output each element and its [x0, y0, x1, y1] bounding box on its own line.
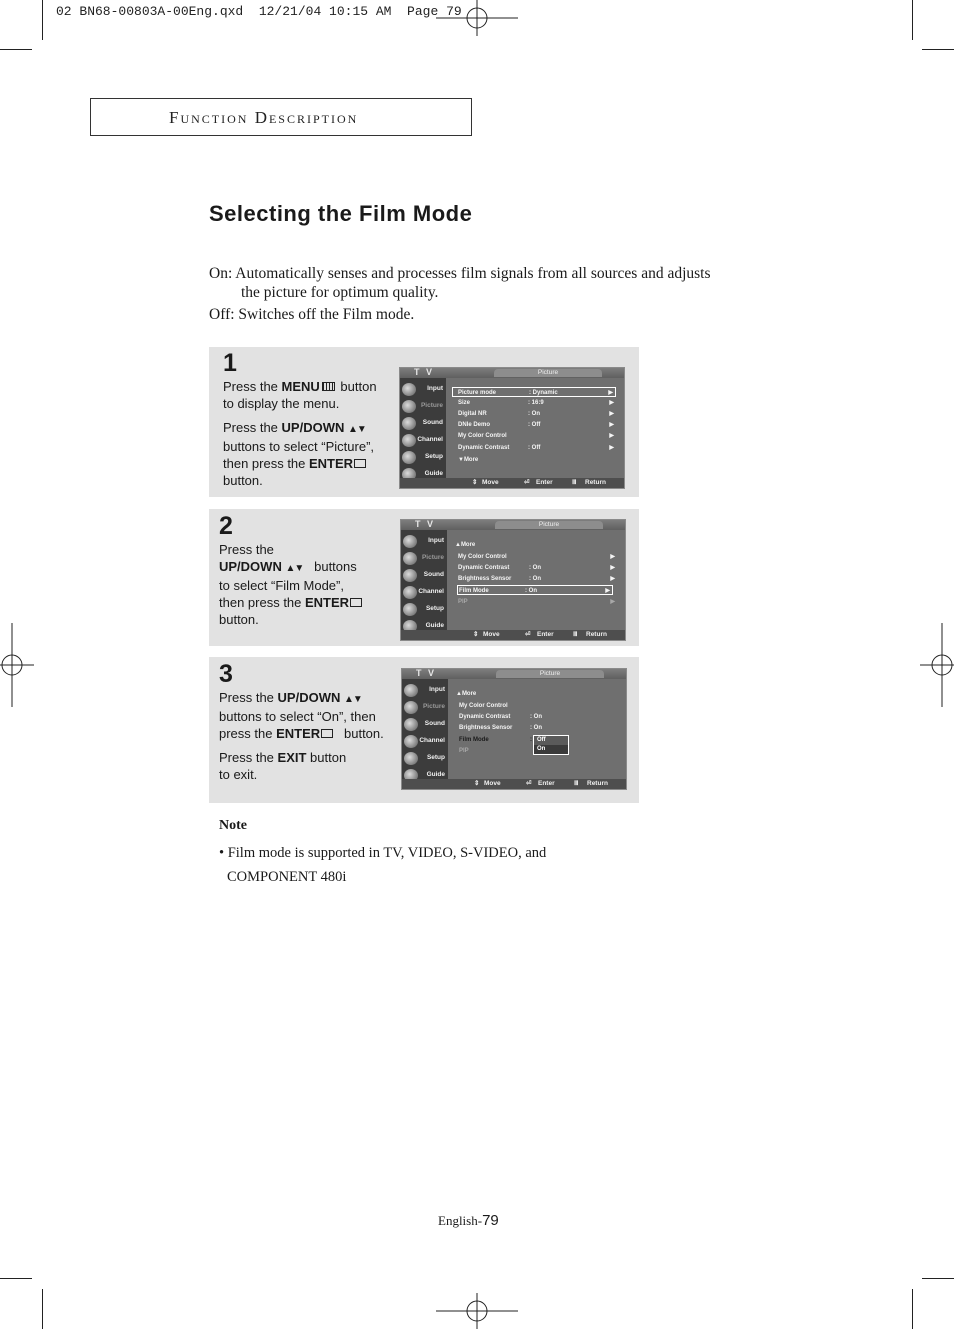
description-on-line2: the picture for optimum quality. [241, 284, 439, 301]
tv-menu-topbar [401, 520, 625, 530]
tv-row-label: Film Mode [459, 737, 489, 743]
enter-icon [321, 729, 333, 738]
text: Press the [223, 420, 282, 435]
tv-side-label: Input [428, 537, 444, 544]
registration-target-icon [436, 1293, 518, 1329]
tv-bottom-return: Return [585, 479, 606, 486]
text: button. [223, 473, 263, 488]
enter-button-label: ENTER [305, 595, 350, 610]
menu-icon: Ⅲ [572, 479, 577, 486]
tv-row-value: : On [525, 588, 537, 594]
tv-row-label: My Color Control [459, 703, 508, 709]
tv-row-value: : Dynamic [529, 390, 558, 396]
tv-row-label: PIP [459, 748, 469, 754]
text: buttons to select “On”, then [219, 709, 376, 724]
tv-row-value: : On [528, 411, 540, 417]
print-header: 02 BN68-00803A-00Eng.qxd 12/21/04 10:15 AM Page 79 [56, 4, 462, 19]
arrow-right-icon: ▶ [609, 422, 614, 428]
text: then press the [219, 595, 305, 610]
note-body [219, 841, 546, 889]
tv-bottom-move: Move [482, 479, 499, 486]
tv-side-label: Sound [423, 571, 444, 578]
tv-row-label: Film Mode [459, 588, 489, 594]
text: Press the [219, 750, 278, 765]
option-on[interactable]: On [534, 745, 568, 754]
crop-mark [922, 49, 954, 50]
tv-row-label: Dynamic Contrast [458, 445, 510, 451]
enter-icon: ⏎ [524, 479, 530, 486]
option-off[interactable]: Off [537, 737, 546, 743]
enter-button-label: ENTER [276, 726, 321, 741]
tv-side-item [400, 416, 446, 432]
tv-menu-row [452, 420, 616, 430]
crop-mark [0, 1278, 32, 1279]
note-line: COMPONENT 480i [227, 869, 347, 885]
tv-side-label: Channel [419, 737, 445, 744]
tv-row-value: : On [530, 725, 542, 731]
tv-menu-row [452, 409, 616, 419]
up-down-arrows-icon: ▲▼ [285, 563, 304, 574]
description-on-line1: On: Automatically senses and processes film signals from all sources and adjusts [209, 265, 711, 282]
enter-icon [354, 459, 366, 468]
crop-mark [922, 1278, 954, 1279]
arrow-right-icon: ▶ [610, 576, 615, 582]
tv-side-label: Setup [424, 453, 443, 460]
tv-side-label: Guide [425, 622, 444, 629]
text: press the [219, 726, 277, 741]
tv-row-value: : 16:9 [528, 400, 544, 406]
crop-mark [0, 49, 32, 50]
text: Press the [223, 379, 282, 394]
tv-menu-sidebar [401, 530, 447, 632]
tv-row-label: ▼More [458, 457, 479, 463]
tv-bottom-return: Return [586, 631, 607, 638]
tv-side-label: Picture [420, 402, 443, 409]
note-title: Note [219, 818, 247, 833]
tv-side-item [401, 551, 447, 567]
tv-row-label: My Color Control [458, 554, 507, 560]
tv-side-item [401, 534, 447, 550]
tv-side-label: Picture [421, 554, 444, 561]
arrow-right-icon: ▶ [609, 400, 614, 406]
tv-bottom-move: Move [483, 631, 500, 638]
text: then press the [223, 456, 309, 471]
tv-menu-row [452, 455, 616, 465]
tv-bottom-move: Move [484, 780, 501, 787]
note-line: • Film mode is supported in TV, VIDEO, S-VIDEO, and [219, 845, 547, 861]
tv-label: T V [416, 668, 437, 678]
step-1-instructions [223, 378, 398, 489]
description-off-line: Off: Switches off the Film mode. [209, 306, 415, 323]
crop-mark [912, 1289, 913, 1329]
tv-row-value: : On [530, 714, 542, 720]
tv-label: T V [415, 519, 436, 529]
tv-row-label: Brightness Sensor [458, 576, 512, 582]
channel-icon [402, 434, 416, 447]
tv-side-label: Setup [425, 605, 444, 612]
input-icon [403, 535, 417, 548]
tv-row-label: PIP [458, 599, 468, 605]
menu-icon: Ⅲ [573, 631, 578, 638]
tv-side-item [402, 717, 448, 733]
tv-row-label: Digital NR [458, 411, 487, 417]
arrow-right-icon: ▶ [610, 599, 615, 605]
tv-side-item [400, 450, 446, 466]
step-3-instructions [219, 689, 404, 783]
section-header-box [90, 98, 472, 136]
setup-icon [404, 752, 418, 765]
tv-bottom-enter: Enter [538, 780, 555, 787]
tv-row-value: : On [529, 576, 541, 582]
tv-row-value: : Off [528, 445, 541, 451]
move-icon: ⇕ [474, 780, 480, 787]
crop-mark [912, 0, 913, 40]
exit-button-label: EXIT [277, 750, 307, 765]
arrow-right-icon: ▶ [608, 390, 613, 396]
tv-side-label: Picture [422, 703, 445, 710]
picture-icon [404, 701, 418, 714]
tv-side-label: Setup [426, 754, 445, 761]
tv-side-item [401, 602, 447, 618]
tv-row-label: Dynamic Contrast [459, 714, 511, 720]
setup-icon [403, 603, 417, 616]
picture-icon [403, 552, 417, 565]
menu-button-label: MENU [281, 379, 320, 394]
tv-menu-screen [399, 367, 625, 489]
tv-menu-sidebar [400, 378, 446, 480]
menu-icon [322, 382, 335, 391]
tv-menu-row [453, 574, 617, 584]
input-icon [404, 684, 418, 697]
move-icon: ⇕ [472, 479, 478, 486]
film-mode-options-popup[interactable] [533, 735, 569, 755]
tv-menu-tab: Picture [494, 369, 602, 377]
tv-menu-row [453, 552, 617, 562]
text: to exit. [219, 767, 258, 782]
tv-row-label: Size [458, 400, 471, 406]
tv-row-label: Dynamic Contrast [458, 565, 510, 571]
enter-icon [350, 598, 362, 607]
menu-icon: Ⅲ [574, 780, 579, 787]
text: to display the menu. [223, 396, 340, 411]
step-2-instructions [219, 541, 399, 628]
arrow-right-icon: ▶ [609, 433, 614, 439]
tv-menu-row [457, 585, 613, 595]
arrow-right-icon: ▶ [609, 445, 614, 451]
arrow-right-icon: ▶ [610, 554, 615, 560]
tv-row-value: : Off [528, 422, 541, 428]
text: button. [219, 612, 259, 627]
channel-icon [403, 586, 417, 599]
tv-side-item [401, 568, 447, 584]
step-1-panel [209, 347, 639, 497]
tv-row-label: Brightness Sensor [459, 725, 513, 731]
tv-side-label: Input [429, 686, 445, 693]
tv-menu-row [453, 597, 617, 607]
picture-icon [402, 400, 416, 413]
tv-side-label: Channel [417, 436, 443, 443]
enter-icon: ⏎ [526, 780, 532, 787]
tv-menu-screen [400, 519, 626, 641]
tv-bottom-return: Return [587, 780, 608, 787]
tv-side-item [402, 751, 448, 767]
sound-icon [402, 417, 416, 430]
step-number: 3 [219, 660, 233, 688]
tv-menu-topbar [402, 669, 626, 679]
tv-menu-row [452, 443, 616, 453]
updown-button-label: UP/DOWN [219, 559, 282, 574]
tv-menu-row [454, 701, 618, 711]
tv-side-item [400, 382, 446, 398]
tv-side-item [402, 700, 448, 716]
crop-mark [42, 0, 43, 40]
tv-bottom-enter: Enter [536, 479, 553, 486]
registration-target-icon [0, 623, 34, 707]
tv-bottom-enter: Enter [537, 631, 554, 638]
tv-menu-tab: Picture [496, 670, 604, 678]
text: button. [344, 726, 384, 741]
tv-side-label: Channel [418, 588, 444, 595]
registration-target-icon [920, 623, 954, 707]
tv-row-value: : [530, 737, 532, 743]
tv-menu-row [454, 712, 618, 722]
tv-row-label: ▲More [455, 542, 476, 548]
arrow-right-icon: ▶ [609, 411, 614, 417]
move-icon: ⇕ [473, 631, 479, 638]
text: buttons to select “Picture”, [223, 439, 375, 454]
tv-menu-sidebar [402, 679, 448, 781]
sound-icon [404, 718, 418, 731]
tv-side-item [402, 734, 448, 750]
tv-row-value: : On [529, 565, 541, 571]
page-footer [438, 1212, 499, 1229]
tv-menu-row [452, 431, 616, 441]
section-title: Function Description [169, 108, 359, 127]
step-number: 2 [219, 512, 233, 540]
page-number: 79 [482, 1212, 499, 1229]
text: Press the [219, 542, 274, 557]
step-number: 1 [223, 349, 237, 377]
enter-icon: ⏎ [525, 631, 531, 638]
tv-menu-row [452, 387, 616, 397]
step-3-panel [209, 657, 639, 803]
tv-menu-row [453, 563, 617, 573]
text: buttons [314, 559, 357, 574]
text: Press the [219, 690, 278, 705]
text: button [336, 379, 377, 394]
crop-mark [42, 1289, 43, 1329]
input-icon [402, 383, 416, 396]
page-title: Selecting the Film Mode [209, 201, 473, 226]
up-down-arrows-icon: ▲▼ [344, 694, 362, 705]
tv-row-label: ▲More [456, 691, 477, 697]
arrow-right-icon: ▶ [610, 565, 615, 571]
tv-label: T V [414, 367, 435, 377]
tv-menu-row [454, 723, 618, 733]
tv-menu-tab: Picture [495, 521, 603, 529]
updown-button-label: UP/DOWN [281, 420, 345, 435]
tv-side-label: Sound [422, 419, 443, 426]
tv-menu-row [454, 689, 618, 699]
tv-menu-row [453, 540, 617, 550]
tv-menu-bottombar [400, 478, 624, 488]
tv-row-label: Picture mode [458, 390, 497, 396]
tv-menu-screen [401, 668, 627, 790]
tv-row-label: DNIe Demo [458, 422, 491, 428]
tv-menu-bottombar [401, 630, 625, 640]
footer-language: English- [438, 1213, 483, 1228]
arrow-right-icon: ▶ [605, 588, 610, 594]
tv-menu-topbar [400, 368, 624, 378]
step-2-panel [209, 509, 639, 646]
text: button [306, 750, 347, 765]
up-down-arrows-icon: ▲▼ [348, 424, 366, 435]
tv-side-item [402, 683, 448, 699]
tv-side-item [400, 399, 446, 415]
tv-menu-bottombar [402, 779, 626, 789]
channel-icon [404, 735, 418, 748]
tv-side-label: Guide [424, 470, 443, 477]
tv-side-item [400, 433, 446, 449]
tv-side-label: Input [427, 385, 443, 392]
tv-menu-row [452, 398, 616, 408]
enter-button-label: ENTER [309, 456, 354, 471]
setup-icon [402, 451, 416, 464]
updown-button-label: UP/DOWN [277, 690, 341, 705]
tv-side-label: Sound [424, 720, 445, 727]
text: to select “Film Mode”, [219, 578, 344, 593]
tv-row-label: My Color Control [458, 433, 507, 439]
tv-side-item [401, 585, 447, 601]
sound-icon [403, 569, 417, 582]
tv-side-label: Guide [426, 771, 445, 778]
